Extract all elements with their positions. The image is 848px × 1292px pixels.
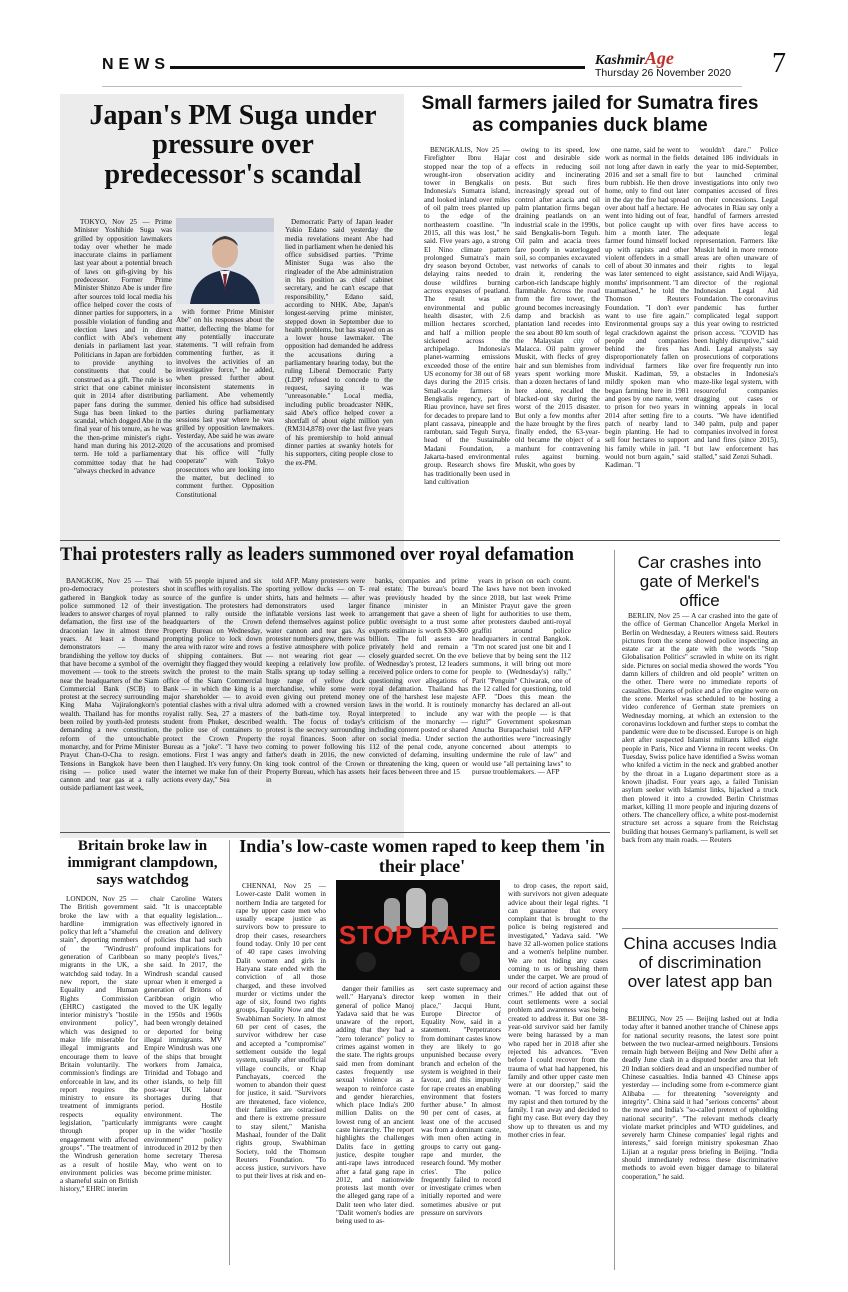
suga-portrait-icon bbox=[176, 218, 274, 304]
sumatra-text-4: wouldn't dare." Police detained 186 individuals in the year to mid-September, but launched criminal investigations into only two companies accused of fires on their concessions. Legal advocates in Riau say only a handful of farmers arrested over fires have access to adequate legal representation. Farmers like Muskit held in more remote areas are often unaware of their rights to legal assistance, said Andi Wijaya, director of the regional Indonesian Legal Aid Foundation. The coronavirus pandemic has further complicated legal support this year owing to restricted prison access. "COVID has been highly disruptive," said Andi. Legal analysts say prosecutions of corporations over fire frequently run into obstacles in Indonesia's maze-like legal system, with resourceful companies dragging out cases or winning appeals in local courts. "We have identified 340 palm, pulp and paper companies involved in forest and land fires (since 2015), but law enforcement has stalled," said Zenzi Suhadi. bbox=[694, 146, 778, 461]
suga-text-1: TOKYO, Nov 25 — Prime Minister Yoshihide Suga was grilled by opposition lawmakers today over whether he made inaccurate claims in parliament last year about a potential breach of laws on gift-giving by his predecessor. Former Prime Minister Shinzo Abe is under fire after sources told local media his office helped cover the costs of dinner parties for supporters, in a possible violation of funding and election laws and in direct conflict with Abe's vehement denials in parliament last year. Politicians in Japan are forbidden to provide anything to constituents that could be construed as a gift. The rule is so strict that one cabinet minister quit in 2014 after distributing paper fans during the summer. Suga has been linked to the scandal, which dogged Abe in the final year of his tenure, as he was the then-prime minister's right-hand man during his 2012-2020 term. He told a parliamentary committee today that he had "always checked in advance bbox=[74, 218, 172, 475]
suga-text-3: Democratic Party of Japan leader Yukio Edano said yesterday the media revelations meant Abe had lied in parliament when he denied his office subsidised parties. "Prime Minister Suga was also the ringleader of the Abe administration in his position as chief cabinet secretary, and he can't escape that responsibility," Edano said, according to NHK. Abe, Japan's longest-serving prime minister, stepped down in September due to health problems, but has stayed on as a lower house lawmaker. The opposition had demanded he address the accusations during a parliamentary hearing today, but the ruling Liberal Democratic Party (LDP) refused to concede to the request, saying it was "unreasonable." Local media, including public broadcaster NHK, said Abe's office helped cover a shortfall of about eight million yen (RM314,878) over the last five years of his premiership to hold annual dinner parties at swanky hotels for his supporters, citing people close to the ex-PM. bbox=[285, 218, 393, 467]
sumatra-text-2: owing to its speed, low cost and desirable side effects in reducing soil acidity and incinerating pests. But such fires increasingly spread out of control after acacia and oil palm plantation firms began draining peatlands on an industrial scale in the 1990s, said Bengkalis-born Teguh. Oil palm and acacia trees fare poorly in waterlogged soil, so companies excavated vast networks of canals to drain it, rendering the carbon-rich landscape highly flammable. Across the road from the fire tower, the ground becomes increasingly damp and brackish as plantation land recedes into the sea about 80 km south of the Malaysian city of Malacca. Oil palm grower Muskit, with flecks of grey hair and sun blemishes from years spent working more than a dozen hectares of land here alone, recalled the blacked-out sky during the worst of the 2015 disaster. But only a few months after the haze brought by the fires finally ended, the 63-year-old became the object of a manhunt for contravening rules against burning. Muskit, who goes by bbox=[515, 146, 600, 470]
sumatra-col-4 bbox=[694, 146, 778, 532]
thai-text-1: BANGKOK, Nov 25 — Thai pro-democracy protesters gathered in Bangkok today as police summoned 12 of their leaders to answer charges of royal defamation, the first use of the draconian law in almost three years. At least a thousand demonstrators — many brandishing the yellow toy ducks that have become a symbol of the movement — took to the streets near the headquarters of the Siam Commercial Bank (SCB) to protest at the secrecy surrounding King Maha Vajiralongkorn's wealth. Thailand has for months been roiled by youth-led protests demanding a new constitution, reform of the untouchable monarchy, and for Prime Minister Prayut Chan-O-Cha to resign. Tensions in Bangkok have been rising — police used water cannon and tear gas at a rally outside parliament last week, bbox=[60, 577, 159, 793]
britain-headline: Britain broke law in immigrant clampdown, says watchdog bbox=[67, 838, 218, 888]
suga-col-2 bbox=[176, 308, 274, 536]
india-text-3: sert caste supremacy and keep women in their place," Jacqui Hunt, Europe Director of Equality Now, said in a statement. "Perpetrators from dominant castes know they are likely to go unpunished because every branch and echelon of the system is weighted in their favour, and this impunity for rape creates an enabling environment that fosters further abuse." In almost 90 per cent of cases, at least one of the accused was from a dominant caste, with men often acting in groups to carry out gang-rape and murder, the research found. 'My mother cries'. The police frequently failed to record or investigate crimes when initially reported and were sometimes abusive or put pressure on survivors bbox=[421, 985, 501, 1218]
india-text-2: danger their families as well." Haryana's director general of police Manoj Yadava said that he was unaware of the report, adding that they had a "zero tolerance" policy to crimes against women in the state. The rights groups said men from dominant castes frequently use sexual violence as a weapon to reinforce caste and gender hierarchies, which place India's 200 million Dalits on the lowest rung of an ancient caste hierarchy. The report highlights the challenges Dalits face in getting justice, despite tougher anti-rape laws introduced after a fatal gang rape in 2012, and nationwide protests last month over the alleged gang rape of a Dalit teen who later died. "Dalit women's bodies are being used to as- bbox=[336, 985, 414, 1226]
britain-col-2 bbox=[144, 895, 222, 1265]
suga-text-2: with former Prime Minister Abe" on his responses about the matter, deflecting the blame for any potentially inaccurate statements. "I will refrain from commenting further, as it involves the activities of an investigative force," he added, when pressed further about inconsistent statements in parliament. Abe vehemently denied his office had subsidised parties during parliamentary sessions last year where he was grilled by opposition lawmakers. Yesterday, Abe said he was aware of the accusations and promised that his office will "fully cooperate" with Tokyo prosecutors who are looking into the matter, but declined to comment further. Opposition Constitutional bbox=[176, 308, 274, 499]
britain-text-2: chair Caroline Waters said. "It is unacceptable that equality legislation... was effectively ignored in the creation and delivery of policies that had such profound implications for so many people's lives," she said. In 2017, the Windrush scandal caused uproar when it emerged a generation of Britons of Caribbean origin who moved to the UK legally in the 1950s and 1960s had been wrongly detained or deported for being illegal immigrants. MV Empire Windrush was one of the ships that brought workers from Jamaica, Trinidad and Tobago and other islands, to help fill post-war UK labour shortages during that period. Hostile environment. The immigrants were caught up in the wider "hostile environment" policy introduced in 2012 by then home secretary Theresa May, who went on to become prime minister. bbox=[144, 895, 222, 1177]
china-headline: China accuses India of discrimination over latest app ban bbox=[623, 934, 777, 991]
merkel-text: BERLIN, Nov 25 — A car crashed into the gate of the office of German Chancellor Angela Merkel in Berlin on Wednesday, a Reuters witness said. Reuters pictures from the scene showed police inspecting an estate car at the gate with the words "Stop Globalisation Politics" scrawled in white on its right side. Pictures on social media showed the words "You damn killers of children and old people" written on the other. There were no immediate reports of casualties. Dozens of police and a fire engine were on the scene. Merkel was scheduled to be hosting a video conference of German state premiers on Wednesday morning, at which an extension to the coronavirus lockdown and further steps to combat the pandemic were due to be discussed. Europe is on high alert after suspected Islamist militants killed eight people in Paris, Nice and Vienna in recent weeks. On Tuesday, Swiss police have identified a Swiss woman who knifed a victim in the neck and grabbed another by the throat in a Lugano department store as a known jihadist. Four years ago, a failed Tunisian asylum seeker with Islamist links, hijacked a truck then plowed it into a crowded Berlin Christmas market, killing 11 more people and injuring dozens of others. The chancellery office, a white post-modernist structure set across a square from the Reichstag building that houses Germany's parliament, is well set back from any main roads. — Reuters bbox=[622, 612, 778, 845]
thai-col-4 bbox=[369, 577, 468, 832]
china-text: BEIJING, Nov 25 — Beijing lashed out at India today after it banned another tranche of Chinese apps for national security reasons, the latest sore point between the two nuclear-armed neighbours. Tensions remain high between Beijing and New Delhi after a deadly June clash in a disputed border area that left 20 Indian soldiers dead and an unspecified number of Chinese casualties. India banned 43 Chinese apps yesterday — including some from e-commerce giant Alibaba — for threatening "sovereignty and integrity". China said it had "serious concerns" about the move and India's "so-called pretext of upholding national security". "The relevant methods clearly violate market principles and WTO guidelines, and severely harm Chinese companies' legal rights and interests," said foreign ministry spokesman Zhao Lijian at a regular press briefing in Beijing. "India should immediately redress these discriminative methods to avoid even bigger damage to bilateral cooperation," he said. bbox=[622, 1015, 778, 1181]
thai-rule bbox=[60, 540, 780, 541]
paper-name-1: Kashmir bbox=[595, 53, 645, 68]
britain-col-1 bbox=[60, 895, 138, 1265]
thai-text-3: told AFP. Many protesters were sporting yellow ducks — on T-shirts, hats and helmets — after demonstrators used larger inflatable versions last week to defend themselves against police water cannon and tear gas. As protester numbers grew, there was a festive atmosphere with police — not wearing riot gear — keeping a relatively low profile. Stalls sprang up today selling a huge range of yellow duck merchandise, while some were even giving out pretend money adorned with a crowned version of the bath-time toy. Royal wealth. The focus of today's protest is the secrecy surrounding the royal finances. Soon after coming to power following his father's death in 2016, the new king took control of the Crown Property Bureau, which has assets in bbox=[266, 577, 365, 785]
top-rule bbox=[102, 86, 742, 87]
britain-rule bbox=[60, 832, 610, 833]
merkel-body bbox=[622, 612, 778, 924]
right-column-divider bbox=[614, 550, 615, 1270]
india-col-2 bbox=[336, 985, 414, 1266]
stop-rape-image bbox=[336, 880, 500, 980]
thai-text-4: banks, companies and prime real estate. The bureau's board was previously headed by the finance minister in an arrangement that gave a sheen of public oversight to a trust some experts estimate is worth $30-$60 billion. The full assets are privately held and remain a closely guarded secret. On the eve of Wednesday's protest, 12 leaders received police orders to come for questioning over allegations of royal defamation. Thailand has one of the harshest lese majeste laws in the world. It is routinely interpreted to include any criticism of the monarchy — including content posted or shared on social media. Under section 112 of the penal code, anyone convicted of defaming, insulting or threatening the king, queen or heir faces between three and 15 bbox=[369, 577, 468, 776]
india-col-3 bbox=[421, 985, 501, 1266]
india-col-4 bbox=[508, 882, 608, 1266]
suga-photo bbox=[176, 218, 274, 304]
suga-col-1 bbox=[74, 218, 172, 536]
thai-col-1 bbox=[60, 577, 159, 832]
issue-date: Thursday 26 November 2020 bbox=[595, 67, 731, 79]
thai-col-2 bbox=[163, 577, 262, 832]
india-col-1 bbox=[236, 882, 326, 1266]
suga-col-3 bbox=[285, 218, 393, 536]
sumatra-headline: Small farmers jailed for Sumatra fires as companies duck blame bbox=[421, 93, 759, 136]
sumatra-text-1: BENGKALIS, Nov 25 — Firefighter Ibnu Hajar stopped near the top of a wrought-iron observation tower in Bengkalis on Indonesia's Sumatra island, and looked inland over miles of oil palm trees planted up to the edge of the northeastern coastline. "In 2015, all this was lost," he said. Five years ago, a strong El Nino climate pattern prolonged Sumatra's main dry season beyond October, delaying rains needed to douse wildfires burning across expanses of peatland. The result was an environmental and public health disaster, with 2.6 million hectares scorched, and half a million people sickened across the archipelago. Indonesia's planet-warming emissions exceeded those of the entire US economy for 38 out of 68 days during the 2015 crisis. Small-scale farmers in Bengkalis regency, part of Riau province, have set fires for decades to prepare land to plant cassava, pineapple and rambutan, said Teguh Surya, head of the Sustainable Madani Foundation, a Jakarta-based environmental group. Research shows fire has traditionally been used in land cultivation bbox=[424, 146, 510, 486]
thai-col-5 bbox=[472, 577, 571, 832]
india-text-1: CHENNAI, Nov 25 — Lower-caste Dalit women in northern India are targeted for rape by upper caste men who usually escape justice as survivors bow to pressure to drop their cases, researchers found today. Only 10 per cent of 40 rape cases involving Dalit women and girls in Haryana state ended with the conviction of all those charged, and these involved murder or victims under the age of six, found two rights groups, Equality Now and the Swabhiman Society. In almost 60 per cent of cases, the survivor withdrew her case and accepted a "compromise" settlement outside the legal system, usually after unofficial village councils, or Khap Panchayats, coerced the women to abandon their quest for justice, it said. "Survivors are threatened, face violence, their families are ostracised and there is extreme pressure to stay silent," Manisha Mashaal, founder of the Dalit rights group, Swabhiman Society, told the Thomson Reuters Foundation. "To access justice, survivors have to put their lives at risk and en- bbox=[236, 882, 326, 1181]
section-label: NEWS bbox=[102, 56, 170, 73]
britain-text-1: LONDON, Nov 25 — The British government broke the law with a hardline immigration policy that left a "shameful stain", deporting members of the "Windrush" generation of Caribbean migrants in the UK, a watchdog said today. In a new report, the state Equality and Human Rights Commission (EHRC) castigated the interior ministry's "hostile environment policy", which was designed to make life miserable for illegal immigrants and encourage them to leave Britain voluntarily. The commission's findings are enforceable in law, and its report requires the ministry to ensure its treatment of immigrants respects equality legislation, "particularly through proper engagement with affected groups". "The treatment of the Windrush generation as a result of hostile environment policies was a shameful stain on British history," EHRC interim bbox=[60, 895, 138, 1194]
paper-name-2: Age bbox=[644, 48, 674, 68]
thai-text-2: with 55 people injured and six shot in scuffles with royalists. The source of the gunfire is under investigation. The protesters had planned to rally outside the headquarters of the Crown Property Bureau on Wednesday, prompting police to lock down the area with razor wire and rows of shipping containers. But overnight they flagged they would switch the protest to the main office of the Siam Commercial Bank — in which the king is a major shareholder — to avoid potential clashes with a rival ultra royalist rally. Sea, 27 a masters student from Phuket, described the police use of containers to protect the Crown Property Bureau as a "joke". "I have two emotions. First I was angry and then I laughed. It's very funny. On the internet we make fun of their actions every day," Sea bbox=[163, 577, 262, 785]
page-number: 7 bbox=[772, 48, 786, 79]
thai-text-5: years in prison on each count. The laws have not been invoked since 2018, but last week Prime Minister Prayut gave the green light for authorities to use them, after protesters daubed anti-royal graffiti around police headquarters in central Bangkok. "I'm not scared just one bit and I believe that by being sent the 112 summons, it will bring out more people to (Wednesday's) rally," Parit "Penguin" Chiwarak, one of the 12 called for questioning, told AFP. "Does this mean the monarchy has declared an all-out war with the people — is that right?" Government spokesman Anucha Burapachaisri told AFP the authorities were "increasingly concerned about attempts to undermine the rule of law" and would use "all pertaining laws" to pursue troublemakers. — AFP bbox=[472, 577, 571, 776]
masthead-rule bbox=[170, 66, 585, 69]
sumatra-col-2 bbox=[515, 146, 600, 532]
masthead-logo bbox=[595, 48, 674, 69]
thai-col-3 bbox=[266, 577, 365, 832]
india-headline: India's low-caste women raped to keep them 'in their place' bbox=[239, 836, 605, 876]
sumatra-text-3: one name, said he went to work as normal in the fields not long after dawn in early 2016 and set a small fire to burn rubbish. He then drove home, only to find out later in the day the fire had spread over about half a hectare. He went into hiding out of fear, but police caught up with him a month later. The farmer found himself locked up with rapists and other violent offenders in a small cell of about 30 inmates and was later sentenced to eight months' imprisonment. "I am traumatised," he told the Thomson Reuters Foundation. "I don't ever want to use fire again." Environmental groups say a legal crackdown against the people and companies behind the fires has disproportionately fallen on individual farmers like Muskit. Kadiman, 59, a mildly spoken man who began farming here in 1981 and goes by one name, went to prison for two years in 2014 after setting fire to a patch of nearby land to begin planting. He had to sell four hectares to support his family while in jail. "I would not burn again," said Kadiman. "I bbox=[605, 146, 689, 470]
sumatra-col-3 bbox=[605, 146, 689, 532]
china-rule bbox=[622, 928, 778, 929]
thai-headline: Thai protesters rally as leaders summoned over royal defamation bbox=[60, 545, 574, 565]
suga-headline: Japan's PM Suga under pressure over predecessor's scandal bbox=[89, 100, 377, 190]
sumatra-col-1 bbox=[424, 146, 510, 532]
china-body bbox=[622, 1015, 778, 1260]
merkel-headline: Car crashes into gate of Merkel's office bbox=[637, 553, 762, 610]
india-text-4: to drop cases, the report said, with survivors not given adequate advice about their legal rights. "I can guarantee that every complaint that is brought to the police is being registered and investigated," Yadava said. "We have 32 all-women police stations and a women's helpline number. We are not hiding any cases coming to us or brushing them under the carpet. We are proud of our record of action against these crimes." He added that out of court settlements were a social problem and awareness was being created to address it. But one 38-year-old survivor said her family were being harassed by a man who raped her in 2018 after she rejected his advances. "Even before I could recover from the trauma of what had happened, his family and other upper caste men were at our doorstep," said the woman. "I was forced to marry my rapist and then tortured by the family. I ran away and decided to fight my case. But every day they show up to threaten us and my mother cries in fear. bbox=[508, 882, 608, 1139]
stop-rape-caption: STOP RAPE bbox=[338, 920, 498, 950]
britain-divider bbox=[229, 840, 230, 1265]
